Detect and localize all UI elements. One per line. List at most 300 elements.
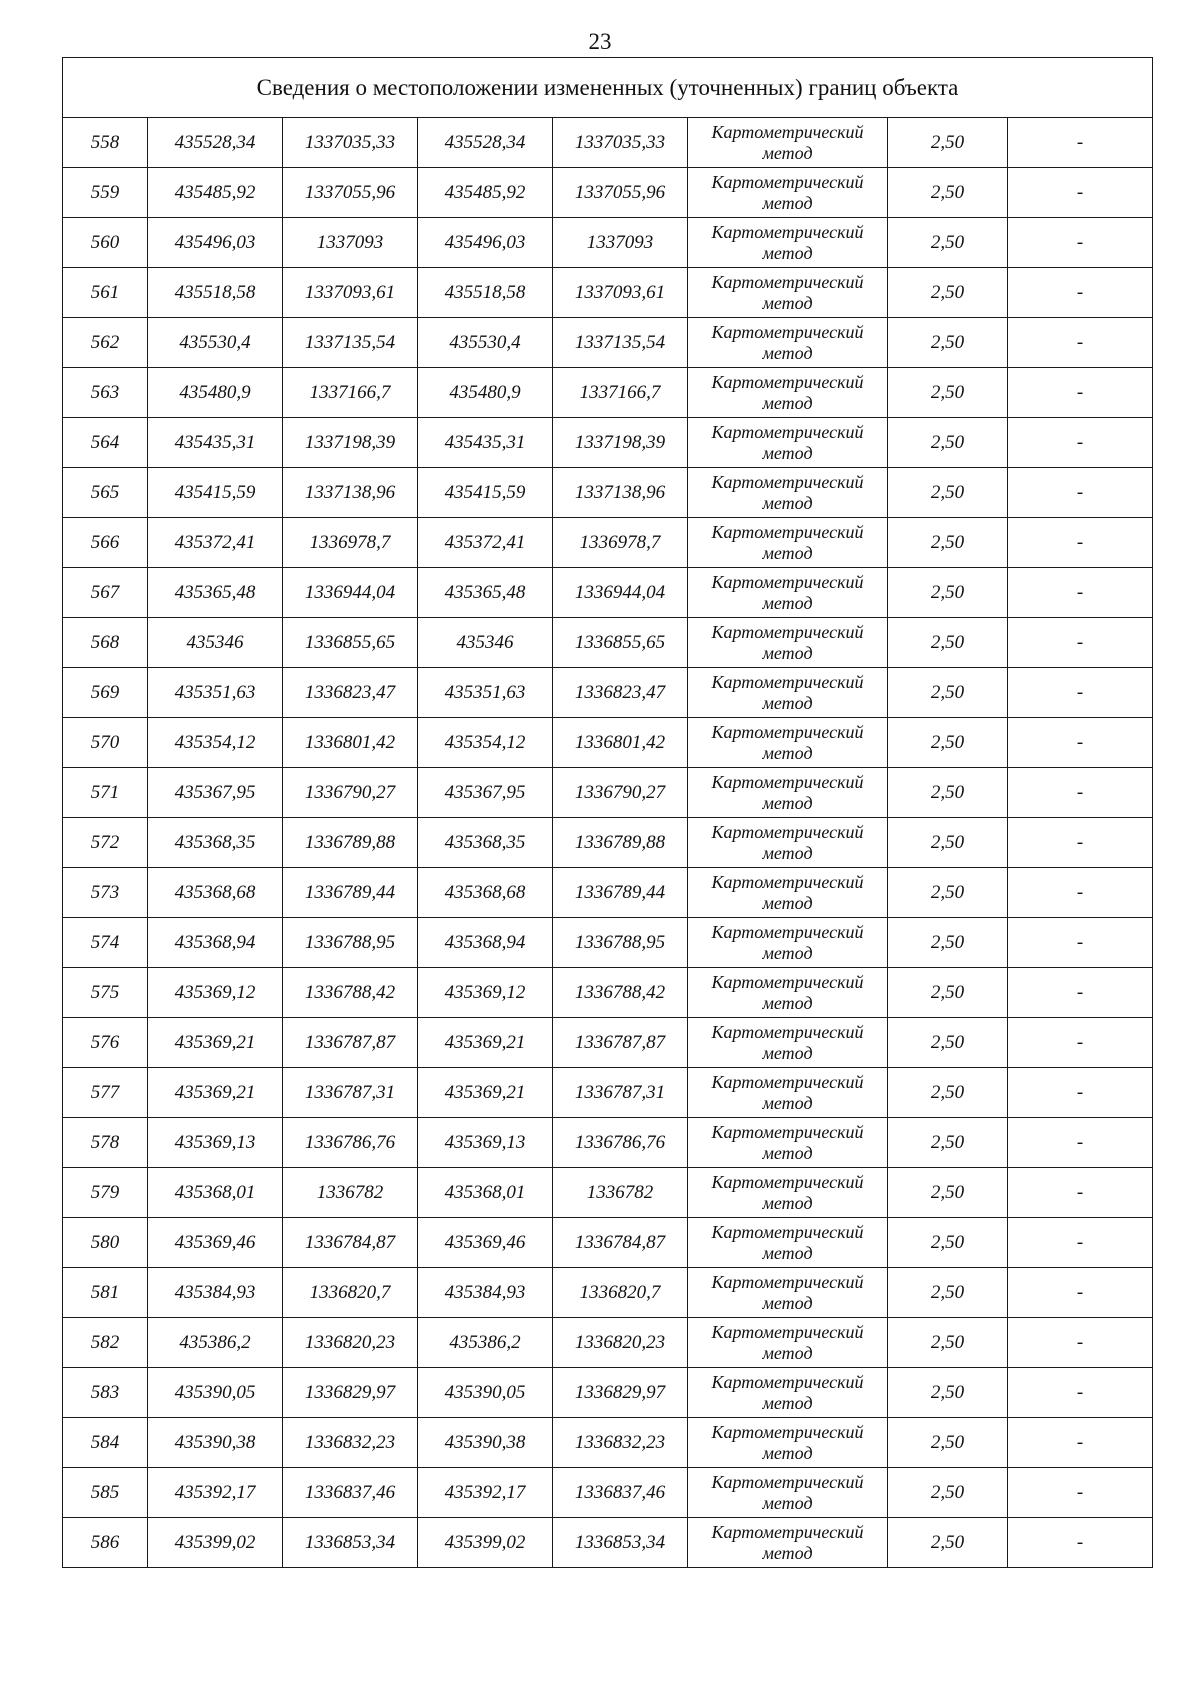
y-refined-cell: 1336787,87 <box>553 1018 688 1068</box>
method-cell <box>688 1168 888 1218</box>
accuracy-cell: 2,50 <box>888 1018 1008 1068</box>
y-refined-cell: 1337135,54 <box>553 318 688 368</box>
x-existing-cell: 435351,63 <box>148 668 283 718</box>
method-cell <box>688 1518 888 1568</box>
y-existing-cell: 1336978,7 <box>283 518 418 568</box>
y-refined-cell: 1336789,88 <box>553 818 688 868</box>
method-line-2: метод <box>762 592 813 613</box>
method-cell <box>688 1418 888 1468</box>
y-existing-cell: 1336801,42 <box>283 718 418 768</box>
description-cell: - <box>1008 1268 1153 1318</box>
x-existing-cell: 435390,38 <box>148 1418 283 1468</box>
y-existing-cell: 1336787,31 <box>283 1068 418 1118</box>
y-existing-cell: 1336788,42 <box>283 968 418 1018</box>
description-cell: - <box>1008 618 1153 668</box>
method-line-2: метод <box>762 142 813 163</box>
point-number-cell: 563 <box>63 368 148 418</box>
x-existing-cell: 435368,01 <box>148 1168 283 1218</box>
table-row <box>63 568 1153 618</box>
description-cell: - <box>1008 518 1153 568</box>
accuracy-cell: 2,50 <box>888 718 1008 768</box>
table-row <box>63 618 1153 668</box>
accuracy-cell: 2,50 <box>888 968 1008 1018</box>
x-refined-cell: 435368,01 <box>418 1168 553 1218</box>
point-number-cell: 581 <box>63 1268 148 1318</box>
method-line-1: Картометрический <box>711 671 864 692</box>
accuracy-cell: 2,50 <box>888 268 1008 318</box>
point-number-cell: 564 <box>63 418 148 468</box>
point-number-cell: 562 <box>63 318 148 368</box>
point-number-cell: 567 <box>63 568 148 618</box>
point-number-cell: 584 <box>63 1418 148 1468</box>
y-refined-cell: 1337138,96 <box>553 468 688 518</box>
method-cell <box>688 1268 888 1318</box>
x-refined-cell: 435367,95 <box>418 768 553 818</box>
method-cell <box>688 718 888 768</box>
x-existing-cell: 435415,59 <box>148 468 283 518</box>
description-cell: - <box>1008 118 1153 168</box>
accuracy-cell: 2,50 <box>888 1118 1008 1168</box>
description-cell: - <box>1008 1368 1153 1418</box>
x-existing-cell: 435368,94 <box>148 918 283 968</box>
y-existing-cell: 1336829,97 <box>283 1368 418 1418</box>
description-cell: - <box>1008 1518 1153 1568</box>
x-existing-cell: 435367,95 <box>148 768 283 818</box>
description-cell: - <box>1008 1468 1153 1518</box>
point-number-cell: 577 <box>63 1068 148 1118</box>
table-row <box>63 1168 1153 1218</box>
point-number-cell: 565 <box>63 468 148 518</box>
method-line-2: метод <box>762 992 813 1013</box>
y-existing-cell: 1336853,34 <box>283 1518 418 1568</box>
table-row <box>63 968 1153 1018</box>
table-row <box>63 318 1153 368</box>
method-line-1: Картометрический <box>711 271 864 292</box>
method-line-1: Картометрический <box>711 571 864 592</box>
x-existing-cell: 435528,34 <box>148 118 283 168</box>
x-refined-cell: 435368,35 <box>418 818 553 868</box>
method-cell <box>688 1018 888 1068</box>
y-existing-cell: 1336820,7 <box>283 1268 418 1318</box>
method-line-1: Картометрический <box>711 1471 864 1492</box>
y-refined-cell: 1336788,95 <box>553 918 688 968</box>
method-cell <box>688 368 888 418</box>
method-line-2: метод <box>762 1192 813 1213</box>
x-existing-cell: 435399,02 <box>148 1518 283 1568</box>
method-line-2: метод <box>762 1242 813 1263</box>
accuracy-cell: 2,50 <box>888 418 1008 468</box>
method-cell <box>688 218 888 268</box>
method-line-2: метод <box>762 442 813 463</box>
accuracy-cell: 2,50 <box>888 668 1008 718</box>
x-existing-cell: 435480,9 <box>148 368 283 418</box>
table-row <box>63 268 1153 318</box>
y-existing-cell: 1337035,33 <box>283 118 418 168</box>
y-refined-cell: 1336832,23 <box>553 1418 688 1468</box>
accuracy-cell: 2,50 <box>888 868 1008 918</box>
accuracy-cell: 2,50 <box>888 1168 1008 1218</box>
table-body <box>63 58 1153 1568</box>
method-cell <box>688 668 888 718</box>
point-number-cell: 583 <box>63 1368 148 1418</box>
description-cell: - <box>1008 968 1153 1018</box>
method-line-2: метод <box>762 542 813 563</box>
method-cell <box>688 268 888 318</box>
table-row <box>63 1268 1153 1318</box>
table-row <box>63 868 1153 918</box>
description-cell: - <box>1008 218 1153 268</box>
x-refined-cell: 435415,59 <box>418 468 553 518</box>
point-number-cell: 575 <box>63 968 148 1018</box>
accuracy-cell: 2,50 <box>888 368 1008 418</box>
x-refined-cell: 435368,68 <box>418 868 553 918</box>
accuracy-cell: 2,50 <box>888 168 1008 218</box>
table-row <box>63 168 1153 218</box>
y-existing-cell: 1336789,88 <box>283 818 418 868</box>
y-existing-cell: 1336944,04 <box>283 568 418 618</box>
point-number-cell: 571 <box>63 768 148 818</box>
x-refined-cell: 435485,92 <box>418 168 553 218</box>
description-cell: - <box>1008 1168 1153 1218</box>
y-refined-cell: 1336820,23 <box>553 1318 688 1368</box>
y-existing-cell: 1337138,96 <box>283 468 418 518</box>
point-number-cell: 559 <box>63 168 148 218</box>
method-line-1: Картометрический <box>711 621 864 642</box>
accuracy-cell: 2,50 <box>888 1518 1008 1568</box>
y-refined-cell: 1336944,04 <box>553 568 688 618</box>
method-line-1: Картометрический <box>711 521 864 542</box>
method-line-1: Картометрический <box>711 371 864 392</box>
y-refined-cell: 1336820,7 <box>553 1268 688 1318</box>
y-refined-cell: 1337035,33 <box>553 118 688 168</box>
table-row <box>63 368 1153 418</box>
table-row <box>63 768 1153 818</box>
x-refined-cell: 435386,2 <box>418 1318 553 1368</box>
method-line-2: метод <box>762 1442 813 1463</box>
point-number-cell: 572 <box>63 818 148 868</box>
method-line-2: метод <box>762 242 813 263</box>
method-line-1: Картометрический <box>711 721 864 742</box>
x-existing-cell: 435372,41 <box>148 518 283 568</box>
x-refined-cell: 435435,31 <box>418 418 553 468</box>
x-refined-cell: 435480,9 <box>418 368 553 418</box>
x-existing-cell: 435530,4 <box>148 318 283 368</box>
x-refined-cell: 435399,02 <box>418 1518 553 1568</box>
method-line-2: метод <box>762 1342 813 1363</box>
method-line-2: метод <box>762 692 813 713</box>
description-cell: - <box>1008 768 1153 818</box>
method-line-1: Картометрический <box>711 1021 864 1042</box>
y-existing-cell: 1337093,61 <box>283 268 418 318</box>
x-existing-cell: 435369,12 <box>148 968 283 1018</box>
method-line-2: метод <box>762 842 813 863</box>
point-number-cell: 578 <box>63 1118 148 1168</box>
method-line-2: метод <box>762 942 813 963</box>
table-row <box>63 718 1153 768</box>
accuracy-cell: 2,50 <box>888 1318 1008 1368</box>
x-existing-cell: 435369,21 <box>148 1068 283 1118</box>
method-line-2: метод <box>762 892 813 913</box>
y-refined-cell: 1336789,44 <box>553 868 688 918</box>
method-line-2: метод <box>762 1042 813 1063</box>
point-number-cell: 580 <box>63 1218 148 1268</box>
y-refined-cell: 1337093,61 <box>553 268 688 318</box>
point-number-cell: 579 <box>63 1168 148 1218</box>
description-cell: - <box>1008 1018 1153 1068</box>
y-refined-cell: 1336786,76 <box>553 1118 688 1168</box>
description-cell: - <box>1008 568 1153 618</box>
method-cell <box>688 968 888 1018</box>
method-line-2: метод <box>762 292 813 313</box>
accuracy-cell: 2,50 <box>888 518 1008 568</box>
x-refined-cell: 435390,38 <box>418 1418 553 1468</box>
description-cell: - <box>1008 1118 1153 1168</box>
method-line-1: Картометрический <box>711 1221 864 1242</box>
y-refined-cell: 1336782 <box>553 1168 688 1218</box>
description-cell: - <box>1008 168 1153 218</box>
description-cell: - <box>1008 368 1153 418</box>
point-number-cell: 576 <box>63 1018 148 1068</box>
y-existing-cell: 1336837,46 <box>283 1468 418 1518</box>
point-number-cell: 574 <box>63 918 148 968</box>
method-line-2: метод <box>762 492 813 513</box>
y-existing-cell: 1336832,23 <box>283 1418 418 1468</box>
x-refined-cell: 435392,17 <box>418 1468 553 1518</box>
method-cell <box>688 768 888 818</box>
y-existing-cell: 1337055,96 <box>283 168 418 218</box>
y-refined-cell: 1337198,39 <box>553 418 688 468</box>
y-existing-cell: 1336788,95 <box>283 918 418 968</box>
accuracy-cell: 2,50 <box>888 318 1008 368</box>
description-cell: - <box>1008 718 1153 768</box>
point-number-cell: 568 <box>63 618 148 668</box>
table-row <box>63 818 1153 868</box>
y-refined-cell: 1336853,34 <box>553 1518 688 1568</box>
x-existing-cell: 435390,05 <box>148 1368 283 1418</box>
description-cell: - <box>1008 1218 1153 1268</box>
accuracy-cell: 2,50 <box>888 118 1008 168</box>
y-existing-cell: 1336823,47 <box>283 668 418 718</box>
table-row <box>63 1368 1153 1418</box>
method-line-2: метод <box>762 192 813 213</box>
method-line-1: Картометрический <box>711 1171 864 1192</box>
accuracy-cell: 2,50 <box>888 618 1008 668</box>
table-row <box>63 918 1153 968</box>
y-refined-cell: 1336823,47 <box>553 668 688 718</box>
table-row <box>63 1468 1153 1518</box>
y-existing-cell: 1336784,87 <box>283 1218 418 1268</box>
x-refined-cell: 435530,4 <box>418 318 553 368</box>
y-existing-cell: 1336855,65 <box>283 618 418 668</box>
accuracy-cell: 2,50 <box>888 1268 1008 1318</box>
method-cell <box>688 1318 888 1368</box>
x-existing-cell: 435518,58 <box>148 268 283 318</box>
x-existing-cell: 435485,92 <box>148 168 283 218</box>
method-line-2: метод <box>762 342 813 363</box>
point-number-cell: 586 <box>63 1518 148 1568</box>
method-line-1: Картометрический <box>711 1321 864 1342</box>
point-number-cell: 582 <box>63 1318 148 1368</box>
y-existing-cell: 1336786,76 <box>283 1118 418 1168</box>
x-existing-cell: 435369,13 <box>148 1118 283 1168</box>
table-row <box>63 1318 1153 1368</box>
y-refined-cell: 1336788,42 <box>553 968 688 1018</box>
method-line-1: Картометрический <box>711 871 864 892</box>
y-existing-cell: 1336790,27 <box>283 768 418 818</box>
accuracy-cell: 2,50 <box>888 918 1008 968</box>
accuracy-cell: 2,50 <box>888 1418 1008 1468</box>
x-existing-cell: 435369,46 <box>148 1218 283 1268</box>
y-refined-cell: 1336801,42 <box>553 718 688 768</box>
method-line-1: Картометрический <box>711 221 864 242</box>
description-cell: - <box>1008 1318 1153 1368</box>
method-line-2: метод <box>762 1392 813 1413</box>
point-number-cell: 570 <box>63 718 148 768</box>
method-line-2: метод <box>762 792 813 813</box>
method-cell <box>688 168 888 218</box>
page-number: 23 <box>588 29 612 54</box>
table-row <box>63 1518 1153 1568</box>
accuracy-cell: 2,50 <box>888 1368 1008 1418</box>
method-line-1: Картометрический <box>711 921 864 942</box>
table-row <box>63 118 1153 168</box>
point-number-cell: 560 <box>63 218 148 268</box>
method-line-2: метод <box>762 1142 813 1163</box>
method-line-2: метод <box>762 1492 813 1513</box>
method-line-1: Картометрический <box>711 321 864 342</box>
x-refined-cell: 435384,93 <box>418 1268 553 1318</box>
method-cell <box>688 818 888 868</box>
y-existing-cell: 1337135,54 <box>283 318 418 368</box>
method-cell <box>688 868 888 918</box>
method-cell <box>688 1218 888 1268</box>
method-line-1: Картометрический <box>711 771 864 792</box>
y-existing-cell: 1336789,44 <box>283 868 418 918</box>
accuracy-cell: 2,50 <box>888 768 1008 818</box>
x-existing-cell: 435435,31 <box>148 418 283 468</box>
x-refined-cell: 435528,34 <box>418 118 553 168</box>
y-existing-cell: 1336820,23 <box>283 1318 418 1368</box>
y-refined-cell: 1336829,97 <box>553 1368 688 1418</box>
method-line-1: Картометрический <box>711 471 864 492</box>
x-refined-cell: 435365,48 <box>418 568 553 618</box>
method-cell <box>688 918 888 968</box>
coordinates-table <box>62 57 1153 1568</box>
method-line-1: Картометрический <box>711 1271 864 1292</box>
point-number-cell: 561 <box>63 268 148 318</box>
point-number-cell: 585 <box>63 1468 148 1518</box>
x-existing-cell: 435368,68 <box>148 868 283 918</box>
method-cell <box>688 418 888 468</box>
table-row <box>63 1118 1153 1168</box>
y-existing-cell: 1336782 <box>283 1168 418 1218</box>
description-cell: - <box>1008 1068 1153 1118</box>
table-row <box>63 1418 1153 1468</box>
method-line-2: метод <box>762 1092 813 1113</box>
x-refined-cell: 435354,12 <box>418 718 553 768</box>
method-line-1: Картометрический <box>711 1121 864 1142</box>
method-line-2: метод <box>762 642 813 663</box>
method-cell <box>688 618 888 668</box>
x-existing-cell: 435365,48 <box>148 568 283 618</box>
method-cell <box>688 468 888 518</box>
accuracy-cell: 2,50 <box>888 818 1008 868</box>
method-line-1: Картометрический <box>711 1521 864 1542</box>
point-number-cell: 573 <box>63 868 148 918</box>
accuracy-cell: 2,50 <box>888 218 1008 268</box>
table-row <box>63 1018 1153 1068</box>
method-line-2: метод <box>762 1542 813 1563</box>
y-refined-cell: 1337166,7 <box>553 368 688 418</box>
method-line-1: Картометрический <box>711 971 864 992</box>
x-existing-cell: 435369,21 <box>148 1018 283 1068</box>
method-line-1: Картометрический <box>711 1071 864 1092</box>
x-existing-cell: 435354,12 <box>148 718 283 768</box>
description-cell: - <box>1008 668 1153 718</box>
x-existing-cell: 435368,35 <box>148 818 283 868</box>
table-title-row <box>63 58 1153 118</box>
x-existing-cell: 435392,17 <box>148 1468 283 1518</box>
x-refined-cell: 435390,05 <box>418 1368 553 1418</box>
x-refined-cell: 435518,58 <box>418 268 553 318</box>
y-refined-cell: 1336787,31 <box>553 1068 688 1118</box>
description-cell: - <box>1008 818 1153 868</box>
x-refined-cell: 435496,03 <box>418 218 553 268</box>
x-existing-cell: 435496,03 <box>148 218 283 268</box>
point-number-cell: 558 <box>63 118 148 168</box>
y-refined-cell: 1336790,27 <box>553 768 688 818</box>
method-cell <box>688 1368 888 1418</box>
method-line-1: Картометрический <box>711 421 864 442</box>
accuracy-cell: 2,50 <box>888 1468 1008 1518</box>
description-cell: - <box>1008 918 1153 968</box>
description-cell: - <box>1008 468 1153 518</box>
table-row <box>63 518 1153 568</box>
table-row <box>63 668 1153 718</box>
x-refined-cell: 435369,13 <box>418 1118 553 1168</box>
method-cell <box>688 568 888 618</box>
method-cell <box>688 318 888 368</box>
method-cell <box>688 1468 888 1518</box>
x-refined-cell: 435369,46 <box>418 1218 553 1268</box>
x-refined-cell: 435369,21 <box>418 1068 553 1118</box>
y-existing-cell: 1337166,7 <box>283 368 418 418</box>
method-cell <box>688 518 888 568</box>
x-refined-cell: 435372,41 <box>418 518 553 568</box>
method-cell <box>688 118 888 168</box>
table-title: Сведения о местоположении измененных (уточненных) границ объекта <box>63 58 1153 118</box>
method-line-2: метод <box>762 742 813 763</box>
y-existing-cell: 1337093 <box>283 218 418 268</box>
y-refined-cell: 1336784,87 <box>553 1218 688 1268</box>
y-refined-cell: 1336978,7 <box>553 518 688 568</box>
x-refined-cell: 435346 <box>418 618 553 668</box>
y-refined-cell: 1336837,46 <box>553 1468 688 1518</box>
accuracy-cell: 2,50 <box>888 468 1008 518</box>
method-line-2: метод <box>762 392 813 413</box>
x-refined-cell: 435369,12 <box>418 968 553 1018</box>
description-cell: - <box>1008 318 1153 368</box>
y-existing-cell: 1337198,39 <box>283 418 418 468</box>
x-existing-cell: 435386,2 <box>148 1318 283 1368</box>
point-number-cell: 569 <box>63 668 148 718</box>
description-cell: - <box>1008 1418 1153 1468</box>
y-refined-cell: 1336855,65 <box>553 618 688 668</box>
table-row <box>63 1218 1153 1268</box>
x-refined-cell: 435369,21 <box>418 1018 553 1068</box>
x-refined-cell: 435368,94 <box>418 918 553 968</box>
description-cell: - <box>1008 268 1153 318</box>
